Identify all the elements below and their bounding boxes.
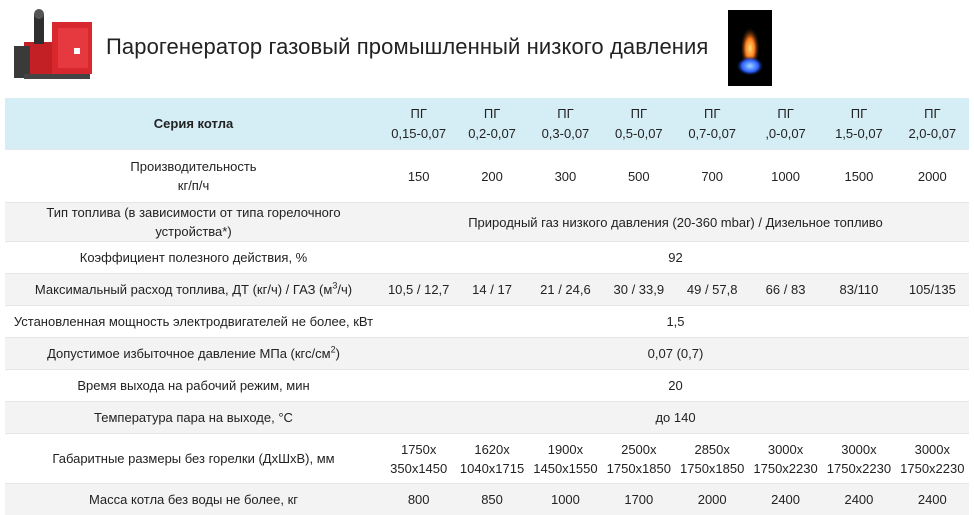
series-header-cell: ПГ 0,2-0,07 <box>455 98 528 150</box>
pressure-row <box>5 338 969 370</box>
table-cell: 20 <box>668 378 683 393</box>
table-cell: 2400 <box>896 484 969 515</box>
fuel-consumption-row <box>5 274 969 306</box>
fuel-type-row <box>5 203 969 242</box>
row-label: Установленная мощность электродвигателей не более, кВт <box>13 314 374 329</box>
series-header-cell: ПГ ,0-0,07 <box>749 98 822 150</box>
row-label: Производительность кг/п/ч <box>130 159 257 193</box>
table-cell: 49 / 57,8 <box>676 274 749 306</box>
table-cell: 83/110 <box>822 274 895 306</box>
table-cell: 10,5 / 12,7 <box>382 274 455 306</box>
table-cell: 0,07 (0,7) <box>382 338 969 370</box>
table-cell: 3000х 1750х2230 <box>900 441 965 476</box>
table-cell: 2000 <box>917 168 947 184</box>
row-label: Масса котла без воды не более, кг <box>5 484 382 515</box>
table-cell: 150 <box>407 168 430 184</box>
table-cell: 1900х 1450х1550 <box>533 441 598 476</box>
table-cell: 66 / 83 <box>749 274 822 306</box>
gas-flame-image <box>728 10 772 86</box>
table-cell: 2500х 1750х1850 <box>606 441 671 476</box>
motor-power-row <box>5 306 969 338</box>
table-cell: 1750х 350х1450 <box>390 441 448 476</box>
table-cell: 200 <box>481 168 503 184</box>
row-label: Время выхода на рабочий режим, мин <box>77 378 310 393</box>
table-cell: 300 <box>554 168 577 184</box>
table-cell: 500 <box>627 168 650 184</box>
table-cell: 1,5 <box>666 314 685 329</box>
table-cell: 1700 <box>602 484 675 515</box>
specs-table <box>5 98 969 515</box>
table-cell: 3000х 1750х2230 <box>826 441 892 476</box>
steam-temp-row <box>5 402 969 434</box>
table-cell: до 140 <box>382 402 969 434</box>
table-cell: 800 <box>382 484 455 515</box>
table-cell: 3000х 1750х2230 <box>753 441 818 476</box>
table-cell: 21 / 24,6 <box>529 274 602 306</box>
row-label: Температура пара на выходе, °С <box>5 402 382 434</box>
table-cell: 1000 <box>529 484 602 515</box>
capacity-row <box>5 150 969 203</box>
page-header <box>0 0 974 98</box>
table-cell: 2000 <box>676 484 749 515</box>
row-label: Допустимое избыточное давление МПа $(кгс/см^2)$ <box>5 338 382 370</box>
row-label: Габаритные размеры без горелки (ДхШхВ), мм <box>52 451 335 466</box>
row-label: Тип топлива (в зависимости от типа горелочного устройства*) <box>5 203 382 242</box>
table-cell: 2850х 1750х1850 <box>680 441 745 476</box>
table-cell: 92 <box>668 250 683 265</box>
series-header-cell: ПГ 0,3-0,07 <box>529 98 602 150</box>
table-cell: 1000 <box>771 168 801 184</box>
series-header-cell: ПГ 0,5-0,07 <box>602 98 675 150</box>
startup-time-row <box>5 370 969 402</box>
table-cell: 700 <box>701 168 724 184</box>
table-cell: 1500 <box>844 168 874 184</box>
table-cell: 30 / 33,9 <box>602 274 675 306</box>
efficiency-row <box>5 242 969 274</box>
series-header-cell: ПГ 0,15-0,07 <box>382 98 455 150</box>
page-title: Парогенератор газовый промышленный низкого давления <box>106 34 709 59</box>
table-cell: 850 <box>455 484 528 515</box>
row-label: Максимальный расход топлива, ДТ (кг/ч) / ГАЗ $(м^3/ч)$ <box>5 274 382 306</box>
series-header-cell: ПГ 0,7-0,07 <box>676 98 749 150</box>
boiler-image <box>14 8 96 82</box>
series-header-cell: ПГ 2,0-0,07 <box>896 98 969 150</box>
table-cell: 1620х 1040х1715 <box>459 441 525 476</box>
dimensions-row <box>5 434 969 484</box>
series-header-cell: ПГ 1,5-0,07 <box>822 98 895 150</box>
table-cell: Природный газ низкого давления (20-360 mbar) / Дизельное топливо <box>382 203 969 242</box>
mass-row <box>5 484 969 515</box>
table-cell: 2400 <box>822 484 895 515</box>
series-header-row <box>5 98 969 150</box>
series-header-label: Серия котла <box>5 98 382 150</box>
row-label: Коэффициент полезного действия, % <box>79 250 308 265</box>
table-cell: 105/135 <box>896 274 969 306</box>
table-cell: 2400 <box>749 484 822 515</box>
table-cell: 14 / 17 <box>455 274 528 306</box>
